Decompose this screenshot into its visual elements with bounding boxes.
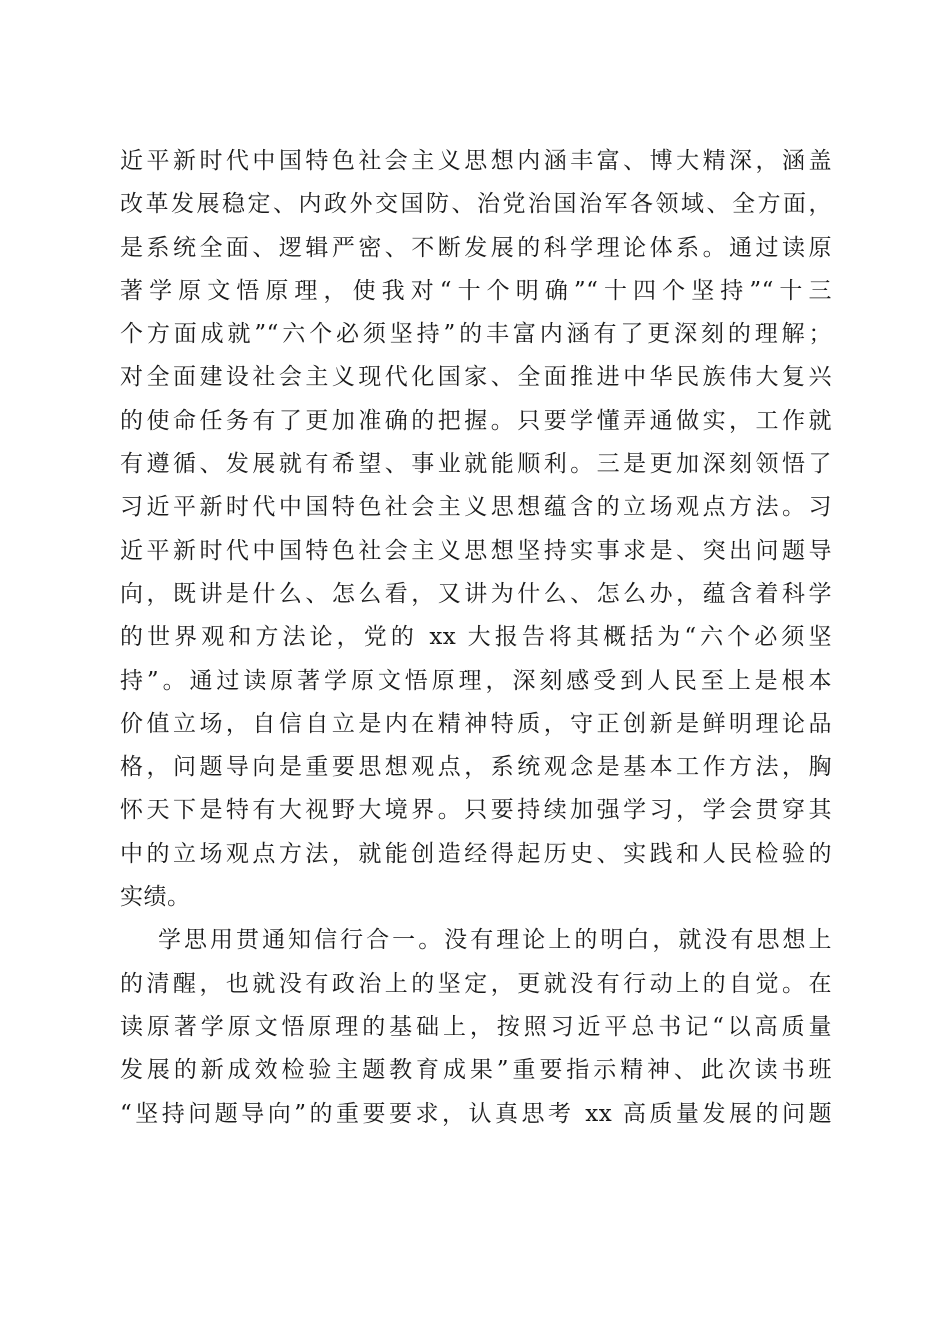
text-line: 向，既讲是什么、怎么看，又讲为什么、怎么办，蕴含着科学 (120, 580, 832, 607)
text-line: 实绩。 (120, 884, 191, 911)
text-line: 改革发展稳定、内政外交国防、治党治国治军各领域、全方面， (120, 191, 832, 218)
text-line: 习近平新时代中国特色社会主义思想蕴含的立场观点方法。习 (120, 494, 832, 521)
text-line: 的使命任务有了更加准确的把握。只要学懂弄通做实，工作就 (120, 407, 832, 434)
text-line: 近平新时代中国特色社会主义思想内涵丰富、博大精深，涵盖 (120, 148, 832, 174)
text-line: “坚持问题导向”的重要要求，认真思考 xx 高质量发展的问题 (120, 1100, 832, 1127)
text-line: 发展的新成效检验主题教育成果”重要指示精神、此次读书班 (120, 1057, 832, 1084)
text-line: 价值立场，自信自立是内在精神特质，守正创新是鲜明理论品 (120, 710, 832, 737)
paragraph-1 (120, 140, 832, 919)
text-line: 怀天下是特有大视野大境界。只要持续加强学习，学会贯穿其 (120, 797, 832, 824)
text-line: 持”。通过读原著学原文悟原理，深刻感受到人民至上是根本 (120, 667, 832, 694)
paragraph-2 (120, 919, 832, 1135)
text-line: 的世界观和方法论，党的 xx 大报告将其概括为“六个必须坚 (120, 624, 832, 651)
document-body (120, 140, 832, 1136)
text-line: 是系统全面、逻辑严密、不断发展的科学理论体系。通过读原 (120, 234, 832, 261)
paragraph-heading-line: 学思用贯通知信行合一。没有理论上的明白，就没有思想上 (158, 927, 832, 954)
text-line: 格，问题导向是重要思想观点，系统观念是基本工作方法，胸 (120, 754, 832, 781)
text-line: 对全面建设社会主义现代化国家、全面推进中华民族伟大复兴 (120, 364, 832, 391)
text-line: 中的立场观点方法，就能创造经得起历史、实践和人民检验的 (120, 840, 832, 867)
text-line: 近平新时代中国特色社会主义思想坚持实事求是、突出问题导 (120, 537, 832, 564)
text-line: 有遵循、发展就有希望、事业就能顺利。三是更加深刻领悟了 (120, 451, 832, 478)
text-line: 著学原文悟原理，使我对“十个明确”“十四个坚持”“十三 (120, 277, 832, 304)
text-line: 的清醒，也就没有政治上的坚定，更就没有行动上的自觉。在 (120, 970, 832, 997)
text-line: 个方面成就”“六个必须坚持”的丰富内涵有了更深刻的理解； (120, 321, 832, 348)
text-line: 读原著学原文悟原理的基础上，按照习近平总书记“以高质量 (120, 1013, 832, 1040)
